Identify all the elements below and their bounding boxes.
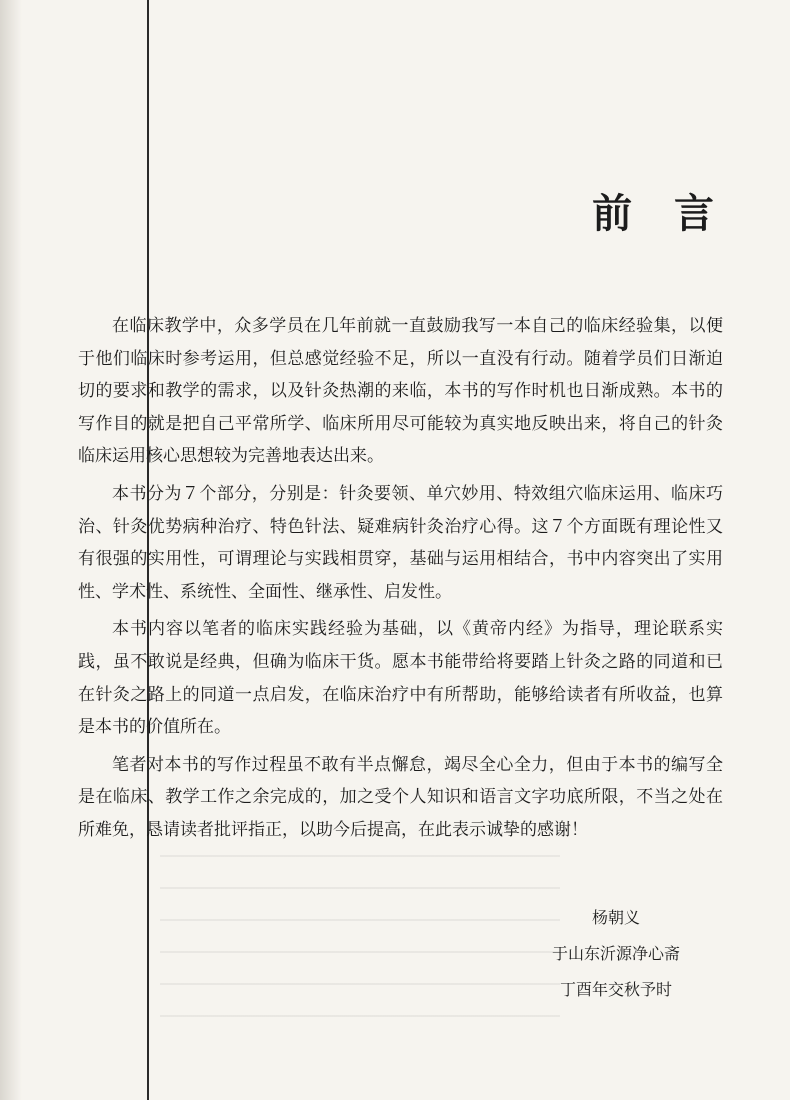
paragraph: 在临床教学中，众多学员在几年前就一直鼓励我写一本自己的临床经验集，以便于他们临床时参考运用，但总感觉经验不足，所以一直没有行动。随着学员们日渐迫切的要求和教学的需求，以及针灸热潮的来临，本书的写作时机也日渐成熟。本书的写作目的就是把自己平常所学、临床所用尽可能较为真实地反映出来，将自己的针灸临床运用核心思想较为完善地表达出来。 <box>78 316 723 467</box>
page-title: 前 言 <box>592 191 728 237</box>
author-place: 于山东沂源净心斋 <box>551 944 680 963</box>
preface-body <box>78 310 723 852</box>
binding-shadow <box>0 0 22 1100</box>
author-name: 杨朝义 <box>591 908 640 927</box>
paragraph: 本书内容以笔者的临床实践经验为基础，以《黄帝内经》为指导，理论联系实践，虽不敢说是经典，但确为临床干货。愿本书能带给将要踏上针灸之路的同道和已在针灸之路上的同道一点启发，在临床治疗中有所帮助，能够给读者有所收益，也算是本书的价值所在。 <box>78 619 723 738</box>
bleed-through-text <box>160 855 560 1025</box>
paragraph: 笔者对本书的写作过程虽不敢有半点懈怠，竭尽全心全力，但由于本书的编写全是在临床、教学工作之余完成的，加之受个人知识和语言文字功底所限，不当之处在所难免，恳请读者批评指正，以助今后提高，在此表示诚挚的感谢！ <box>78 754 723 840</box>
paragraph: 本书分为７个部分，分别是：针灸要领、单穴妙用、特效组穴临床运用、临床巧治、针灸优势病种治疗、特色针法、疑难病针灸治疗心得。这７个方面既有理论性又有很强的实用性，可谓理论与实践相贯穿，基础与运用相结合，书中内容突出了实用性、学术性、系统性、全面性、继承性、启发性。 <box>78 483 723 602</box>
author-date: 丁酉年交秋予时 <box>559 980 672 999</box>
signature-block <box>552 900 680 1008</box>
